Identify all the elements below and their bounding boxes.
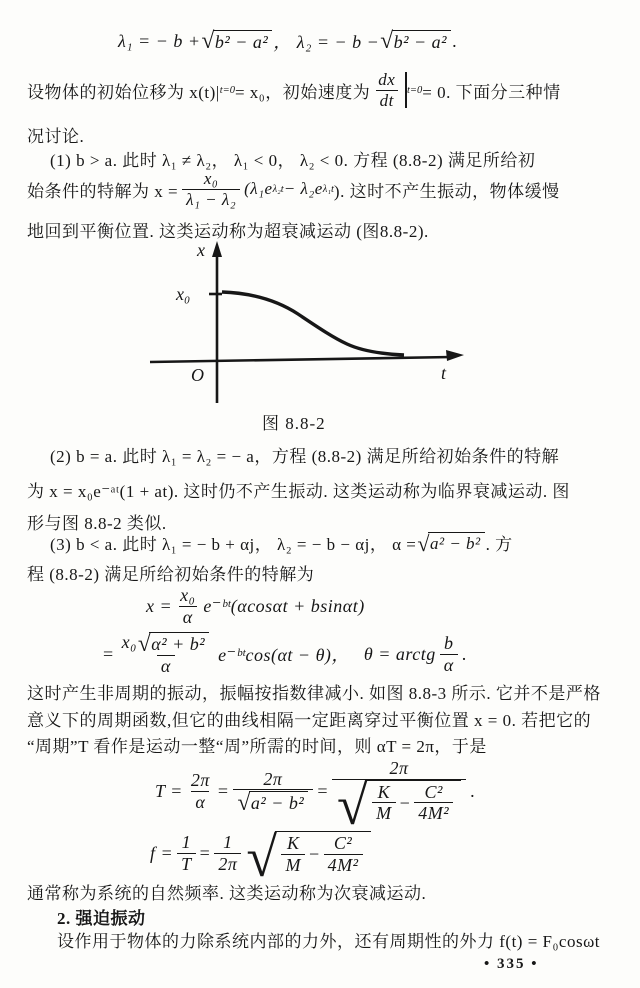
fraction-denominator [233,789,314,816]
init-text-3: = 0. 下面分三种情 [422,82,561,102]
radical-sign: √ [201,28,215,55]
fraction-denominator: λ₁ − λ₂ [182,189,240,210]
equals-sign: = [103,643,114,664]
eq-x-lhs: x = [146,595,173,616]
equals-sign: = [317,780,328,801]
radicand [366,780,461,824]
eq-T-period: . [470,780,476,801]
radical-sign: √ [336,775,369,838]
sqrt-K-M-C2-4M2 [336,775,461,838]
x0-factor: x₀ [121,631,137,652]
fraction-numerator: 2π [263,768,283,789]
two-pi-over-sqrt [233,769,314,814]
page-number: • 335 • [484,956,539,972]
fraction-numerator: C² [333,832,353,853]
amplitude-fraction [118,632,214,677]
case2-line3: 形与图 8.8-2 类似. [27,514,167,533]
case2-line1: (2) b = a. 此时 λ₁ = λ₂ = − a，方程 (8.8-2) 满足所给初始条件的特解 [50,447,560,466]
forced-vibration-paragraph: 设作用于物体的力除系统内部的力外，还有周期性的外力 f(t) = F₀cosωt [57,932,600,951]
figure-caption: 图 8.8-2 [262,414,326,433]
eq-x2-mid: e⁻ᵇᵗcos(αt − θ)， [218,645,350,665]
init-text-2: = x₀，初始速度为 [234,82,371,102]
sqrt-a2-b2 [417,532,484,554]
fraction-numerator: K [286,832,300,853]
sub-t0: t=0 [406,84,423,96]
equation-solution-2 [103,628,467,680]
two-pi-over-big-sqrt [332,757,466,838]
radical-sign: √ [237,789,251,816]
nonperiodic-paragraph-line1: 这时产生非周期的振动，振幅按指数律减小. 如图 8.8-3 所示. 它并不是严格 [27,684,601,703]
sub-t0: t=0 [219,84,235,96]
case1-text-pre: 始条件的特解为 x = [27,181,179,201]
one-over-two-pi [214,832,241,874]
fraction-denominator: α [440,654,458,676]
sqrt-a2-b2 [238,791,309,814]
fraction-numerator: x₀ [203,168,219,188]
case2-line2: 为 x = x₀e⁻ᵃᵗ(1 + at). 这时仍不产生振动. 这类运动称为临界衰减运动. 图 [27,482,570,501]
init-text-1: 设物体的初始位移为 x(t)| [27,82,220,102]
fraction-numerator: 2π [389,757,409,778]
fraction-denominator: 4M² [324,854,363,876]
case3-text-pre: (3) b < a. 此时 λ₁ = − b + αj， λ₂ = − b − αj， α = [50,535,417,554]
fraction-denominator: T [177,853,196,875]
sqrt-alpha2-b2 [138,632,209,655]
t-axis [150,357,452,362]
radicand: b² − a² [392,30,451,53]
radical-sign: √ [417,530,430,556]
fraction-numerator: dx [378,69,396,89]
eq-lambda-period: . [452,30,458,51]
sqrt-b2-a2-first [202,30,273,53]
radicand: α² + b² [149,632,209,655]
paragraph-initial-conditions-line2: 况讨论. [27,127,85,146]
paragraph-initial-conditions-line1 [27,66,561,114]
y-axis-arrow-icon [212,241,222,257]
K-over-M [281,833,305,875]
C2-over-4M2 [324,833,363,875]
eq-lambda-lhs1: λ₁ = − b + [118,30,201,51]
fraction-numerator [118,632,214,655]
equals-sign: = [217,780,229,801]
case3-line2: 程 (8.8-2) 满足所给初始条件的特解为 [27,565,315,584]
equation-frequency-f [150,826,372,889]
fraction-denominator [332,775,466,838]
figure-8-8-2 [0,238,640,410]
b-over-alpha-fraction [440,633,458,675]
C2-over-4M2 [414,782,453,824]
equals-sign: = [199,842,211,863]
eq-lambda-lhs2: ， λ₂ = − b − [273,32,380,52]
equation-solution-1 [146,584,365,628]
t-label: t [441,363,447,383]
fraction-numerator: 2π [190,769,210,790]
case3-line1 [50,530,513,555]
eq-T-lhs: T = [155,780,183,801]
overdamped-decay-curve [222,292,404,355]
y-axis-label: x [197,240,205,260]
fraction-denominator: α [191,791,209,813]
fraction-denominator: α [179,606,197,628]
two-pi-over-alpha [187,770,214,812]
case1-line2 [27,166,560,212]
fraction-numerator: 1 [223,831,233,852]
K-over-M [372,782,396,824]
sqrt-b2-a2-second [380,30,451,53]
x0-label: x₀ [176,284,191,304]
origin-label: O [191,365,204,385]
fraction-denominator: dt [376,90,398,111]
eq-x2-period: . [461,643,467,664]
nonperiodic-paragraph-line2: 意义下的周期函数,但它的曲线相隔一定距离穿过平衡位置 x = 0. 若把它的 [27,711,592,730]
case1-line3: 地回到平衡位置. 这类运动称为超衰减运动 (图8.8-2). [27,222,429,241]
exponent-lambda2t: λ₂t [272,183,284,195]
fraction-denominator: 4M² [414,802,453,824]
equation-lambda-roots [118,28,457,54]
section-heading-forced-vibration: 2. 强迫振动 [57,909,146,928]
fraction-denominator: α [157,655,175,677]
eq-x-rhs: e⁻ᵇᵗ(αcosαt + bsinαt) [203,595,365,616]
x0-over-alpha-fraction [176,585,199,627]
x0-over-lambda-fraction [182,169,240,209]
t-axis-arrow-icon [446,350,464,361]
case3-text-post: . 方 [485,535,513,554]
fraction-denominator: M [372,802,396,824]
case1-text-post: ). 这时不产生振动，物体缓慢 [333,181,560,201]
fraction-numerator: C² [424,781,443,802]
one-over-T [177,832,196,874]
radical-sign: √ [246,826,278,889]
case1-math-1: (λ₁e [244,179,273,198]
radicand [275,831,370,875]
radical-sign: √ [137,630,152,657]
fraction-denominator: M [281,854,305,876]
fraction-numerator: b [443,632,454,653]
minus-sign: − [308,843,320,864]
theta-definition: θ = arctg [363,643,436,664]
eq-f-lhs: f = [150,842,174,863]
equation-period-T [155,753,476,838]
nonperiodic-paragraph-line3: “周期”T 看作是运动一整“周”所需的时间，则 αT = 2π，于是 [27,737,487,756]
natural-frequency-paragraph: 通常称为系统的自然频率. 这类运动称为次衰减运动. [27,884,427,903]
dx-dt-fraction [374,70,399,110]
fraction-numerator: 1 [181,831,192,852]
sqrt-K-M-C2-4M2 [246,826,370,889]
minus-sign: − [399,792,411,813]
case1-line1: (1) b > a. 此时 λ₁ ≠ λ₂， λ₁ < 0， λ₂ < 0. 方程 (8.8-2) 满足所给初 [50,151,536,170]
case1-math-2: − λ₂e [283,179,323,198]
fraction-numerator: K [377,781,391,802]
radicand: a² − b² [249,791,308,814]
exponent-lambda1t: λ₁t [322,183,334,195]
fraction-denominator: 2π [214,853,241,875]
radicand: a² − b² [428,532,485,554]
radicand: b² − a² [213,30,272,53]
radical-sign: √ [380,28,394,55]
fraction-numerator: x₀ [180,584,196,605]
